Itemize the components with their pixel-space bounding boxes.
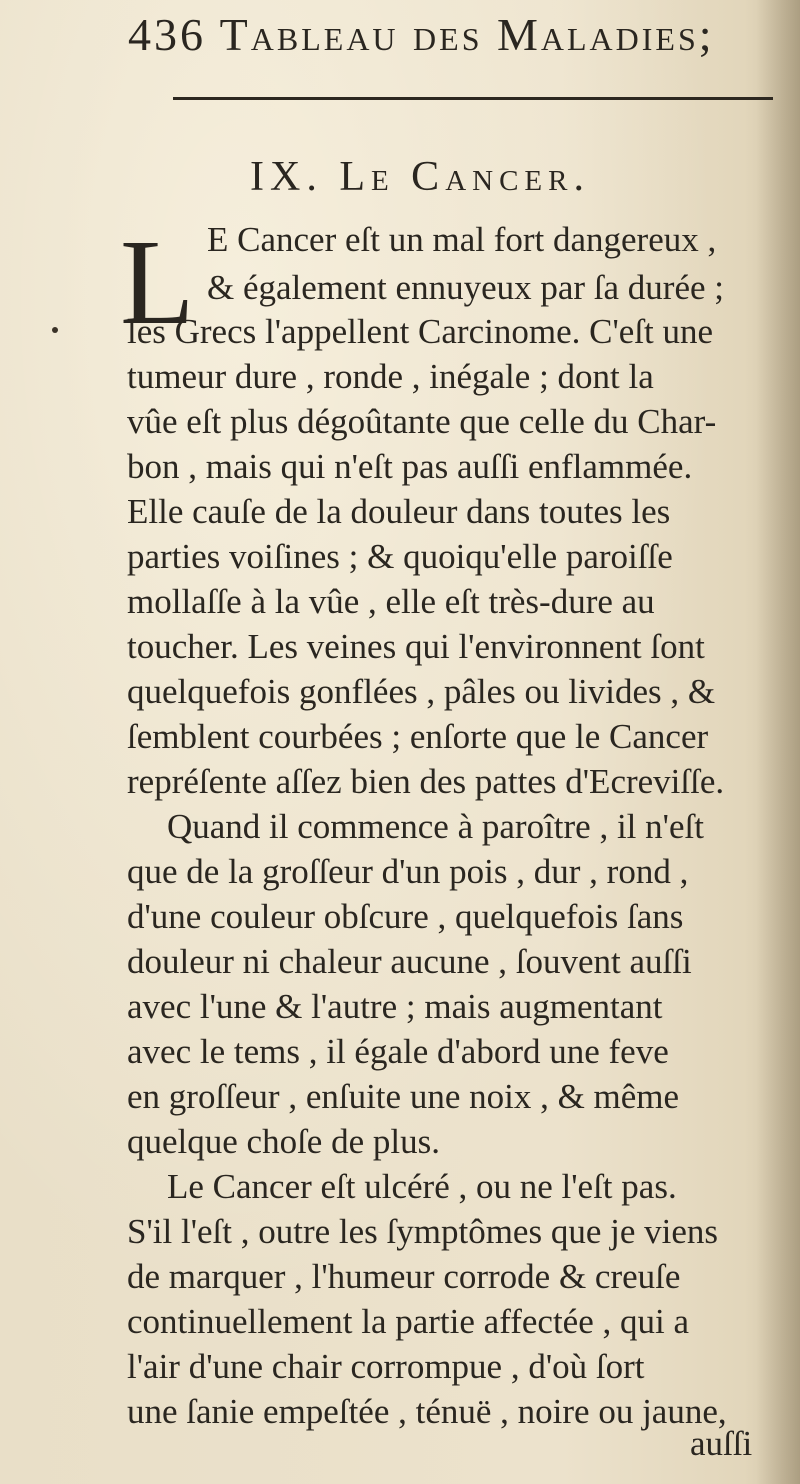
text-line: tumeur dure , ronde , inégale ; dont la	[127, 357, 654, 396]
text-line: d'une couleur obſcure , quelquefois ſans	[127, 897, 684, 936]
page-edge-shadow	[756, 0, 800, 1484]
running-head: 436 Tableau des Maladies;	[128, 9, 715, 60]
text-line: ſemblent courbées ; enſorte que le Cancer	[127, 717, 709, 756]
text-line: mollaſſe à la vûe , elle eſt très-dure au	[127, 582, 655, 621]
text-line: une ſanie empeſtée , ténuë , noire ou jaune,	[127, 1392, 727, 1431]
text-line: & également ennuyeux par ſa durée ;	[207, 268, 725, 307]
text-line: douleur ni chaleur aucune , ſouvent auſſi	[127, 942, 692, 981]
text-line: l'air d'une chair corrompue , d'où ſort	[127, 1347, 645, 1386]
catchword: auſſi	[690, 1424, 753, 1463]
text-line: les Grecs l'appellent Carcinome. C'eſt une	[127, 312, 714, 351]
text-line: quelquefois gonflées , pâles ou livides , &	[127, 672, 716, 711]
text-line: bon , mais qui n'eſt pas auſſi enflammée.	[127, 447, 693, 486]
text-line: que de la groſſeur d'un pois , dur , rond ,	[127, 852, 689, 891]
text-line: de marquer , l'humeur corrode & creuſe	[127, 1257, 681, 1296]
text-line: Le Cancer eſt ulcéré , ou ne l'eſt pas.	[167, 1167, 677, 1206]
text-line: Elle cauſe de la douleur dans toutes les	[127, 492, 671, 531]
text-line: vûe eſt plus dégoûtante que celle du Char-	[127, 402, 717, 441]
text-line: E Cancer eſt un mal fort dangereux ,	[207, 220, 717, 259]
section-title: IX. Le Cancer.	[250, 154, 590, 200]
text-line: Quand il commence à paroître , il n'eſt	[167, 807, 704, 846]
text-line: quelque choſe de plus.	[127, 1122, 440, 1161]
drop-cap: L	[120, 215, 195, 350]
text-line: toucher. Les veines qui l'environnent ſont	[127, 627, 705, 666]
text-line: repréſente aſſez bien des pattes d'Ecreviſſe.	[127, 762, 725, 801]
text-line: S'il l'eſt , outre les ſymptômes que je viens	[127, 1212, 719, 1251]
text-line: avec le tems , il égale d'abord une feve	[127, 1032, 669, 1071]
ink-spot	[52, 327, 58, 333]
text-line: parties voiſines ; & quoiqu'elle paroiſſe	[127, 537, 673, 576]
text-line: en groſſeur , enſuite une noix , & même	[127, 1077, 680, 1116]
header-rule	[173, 97, 773, 100]
text-line: avec l'une & l'autre ; mais augmentant	[127, 987, 663, 1026]
text-line: continuellement la partie affectée , qui a	[127, 1302, 689, 1341]
